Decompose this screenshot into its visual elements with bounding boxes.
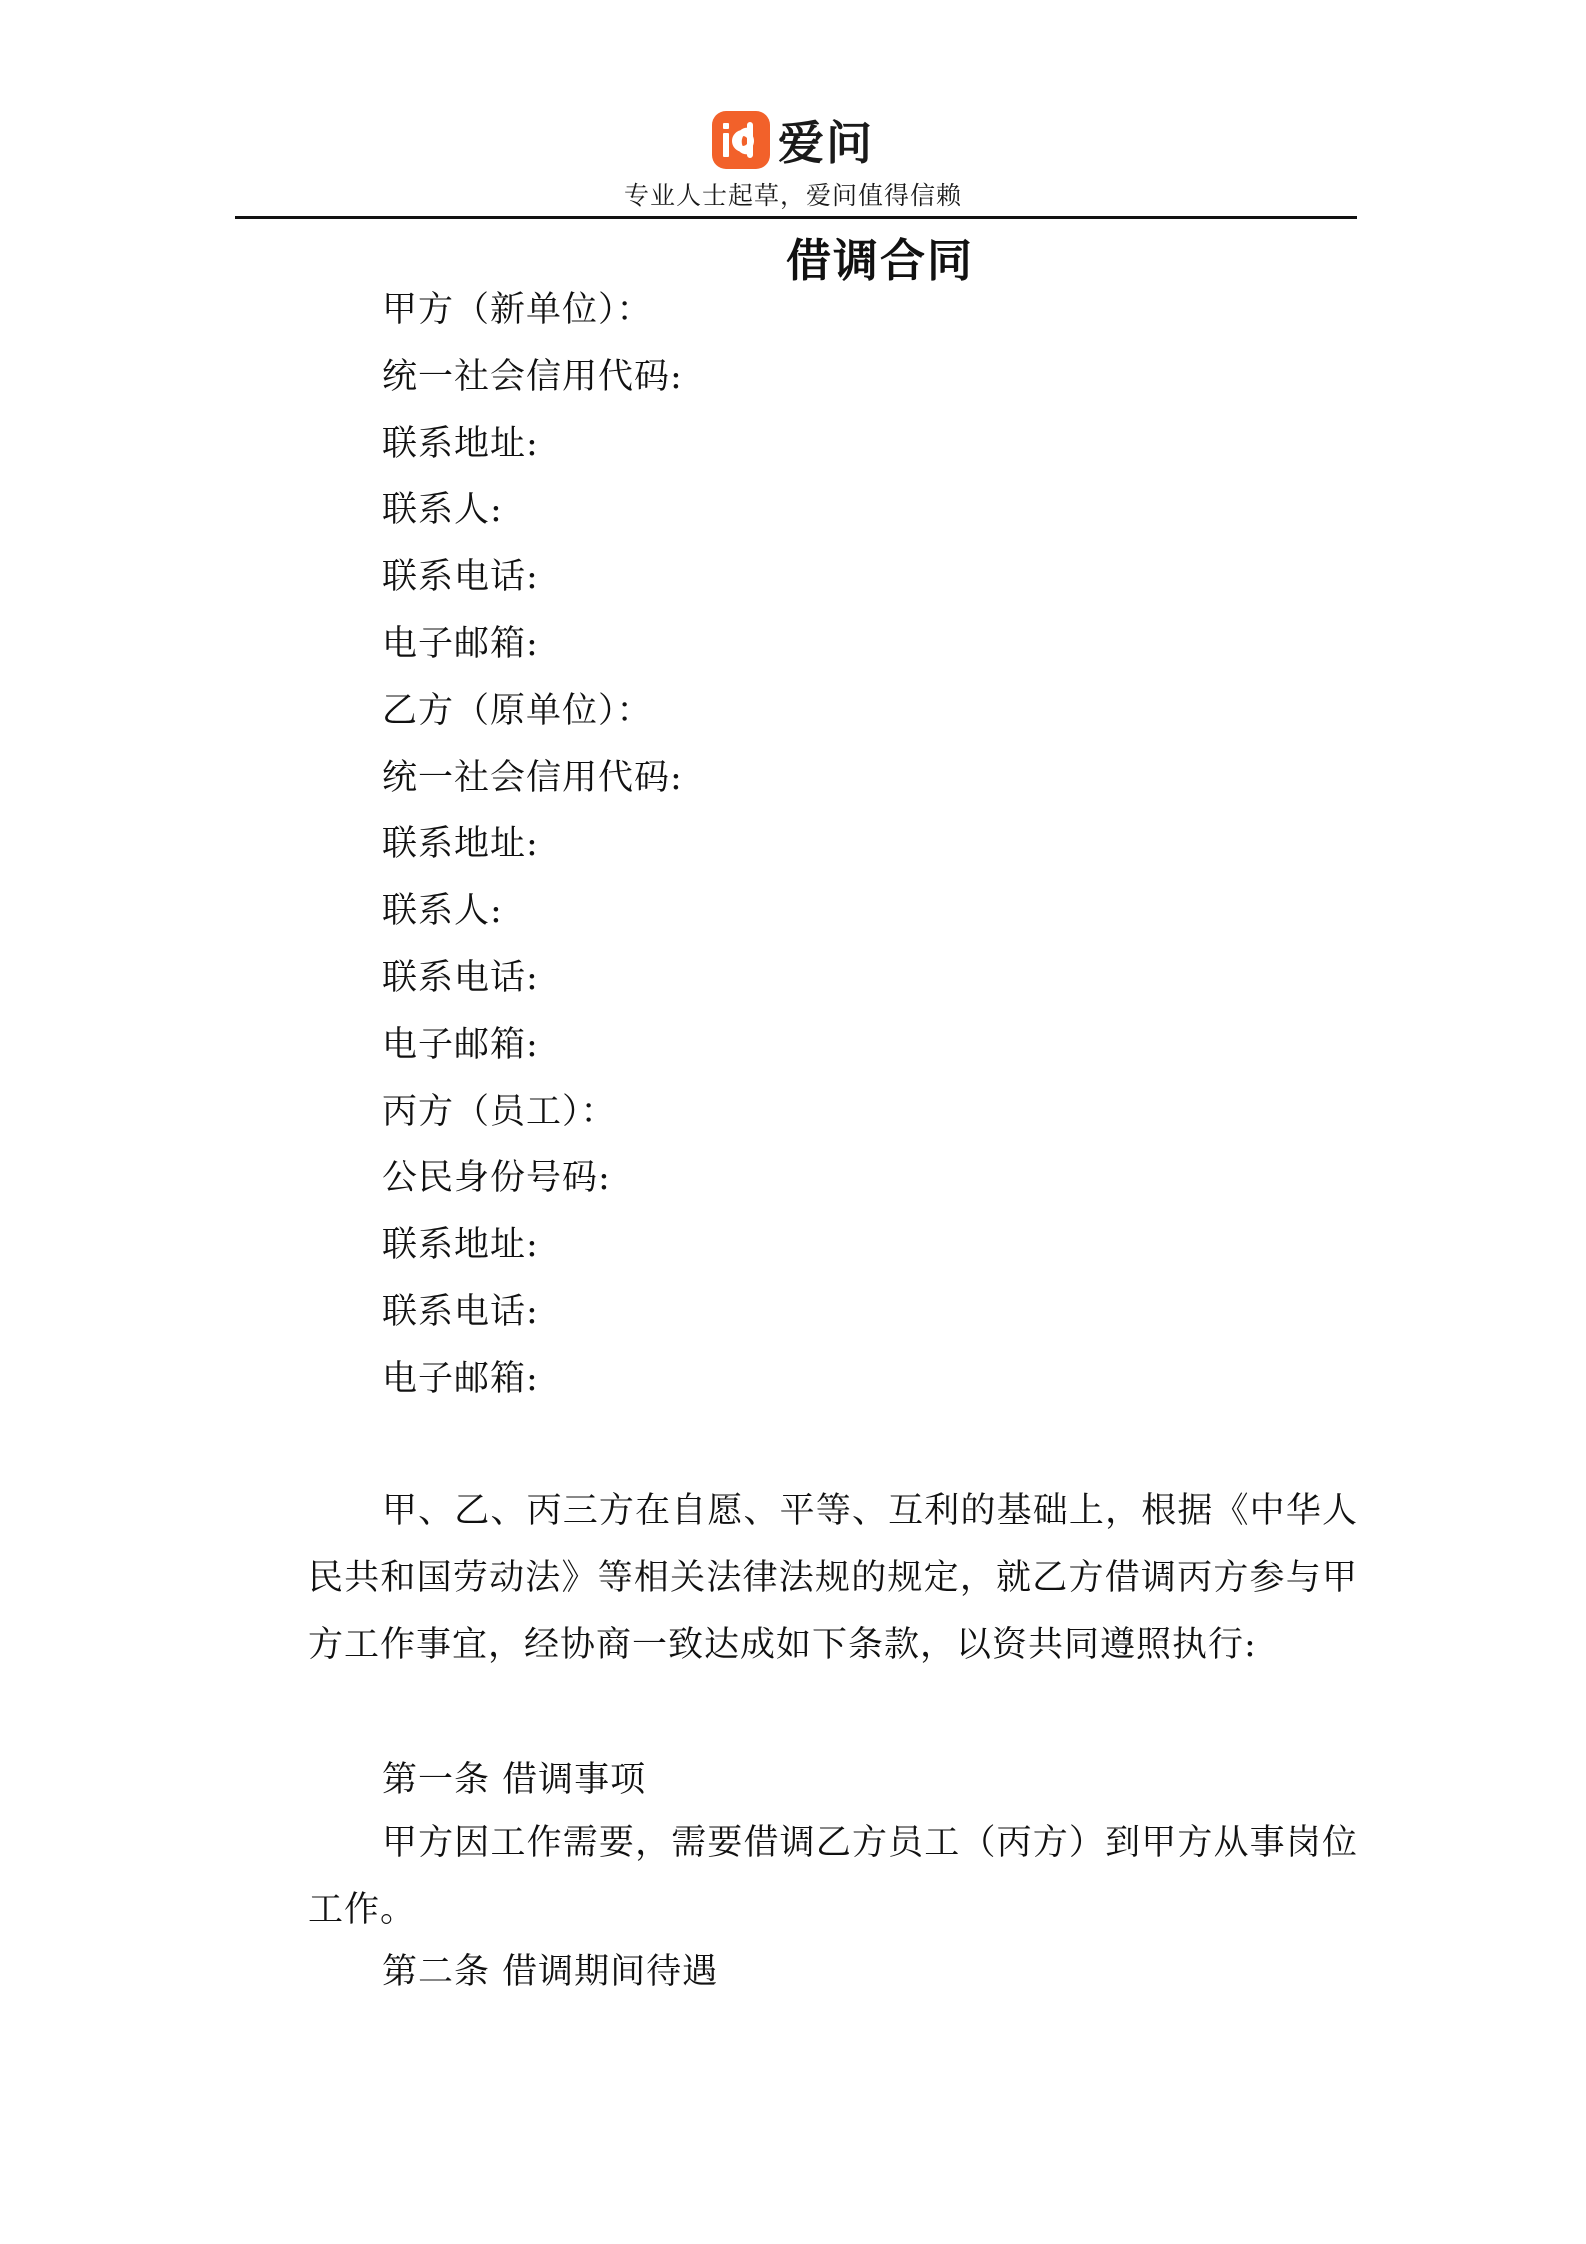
party-b-label: 乙方（原单位）： [382, 690, 653, 731]
party-b-phone-field: 联系电话: [382, 957, 539, 998]
party-a-credit-code-field: 统一社会信用代码: [382, 356, 683, 397]
document-title: 借调合同 [785, 234, 974, 287]
brand-slogan: 专业人士起草，爱问值得信赖 [623, 181, 962, 210]
party-a-label: 甲方（新单位）： [382, 290, 653, 330]
party-c-address-field: 联系地址: [382, 1225, 539, 1266]
party-b-contact-field: 联系人: [382, 891, 503, 932]
article-2-heading: 第二条 借调期间待遇 [382, 1952, 719, 1992]
party-a-phone-field: 联系电话: [382, 557, 539, 598]
intro-paragraph: 甲、乙、丙三方在自愿、平等、互利的基础上，根据《中华人民共和国劳动法》等相关法律法规的规定，就乙方借调丙方参与甲方工作事宜，经协商一致达成如下条款，以资共同遵照执行: [308, 1491, 1358, 1665]
article-1-heading: 第一条 借调事项 [382, 1760, 647, 1800]
party-c-phone-field: 联系电话: [382, 1291, 539, 1332]
party-c-id-number-field: 公民身份号码: [382, 1158, 611, 1199]
party-b-email-field: 电子邮箱: [382, 1024, 539, 1065]
party-c-label: 丙方（员工）： [382, 1091, 617, 1132]
party-a-address-field: 联系地址: [382, 423, 539, 464]
party-a-email-field: 电子邮箱: [382, 623, 539, 664]
brand-logo [0, 108, 1586, 172]
party-info-list [382, 282, 683, 1418]
page-header [0, 108, 1586, 212]
party-c-email-field: 电子邮箱: [382, 1358, 539, 1399]
article-1-body: 甲方因工作需要，需要借调乙方员工（丙方）到甲方从事岗位工作。 [308, 1823, 1358, 1930]
party-b-credit-code-field: 统一社会信用代码: [382, 757, 683, 798]
header-divider [235, 216, 1357, 219]
party-b-address-field: 联系地址: [382, 824, 539, 865]
brand-name: 爱问 [778, 116, 874, 170]
brand-logo-icon [712, 111, 770, 169]
party-a-contact-field: 联系人: [382, 490, 503, 531]
